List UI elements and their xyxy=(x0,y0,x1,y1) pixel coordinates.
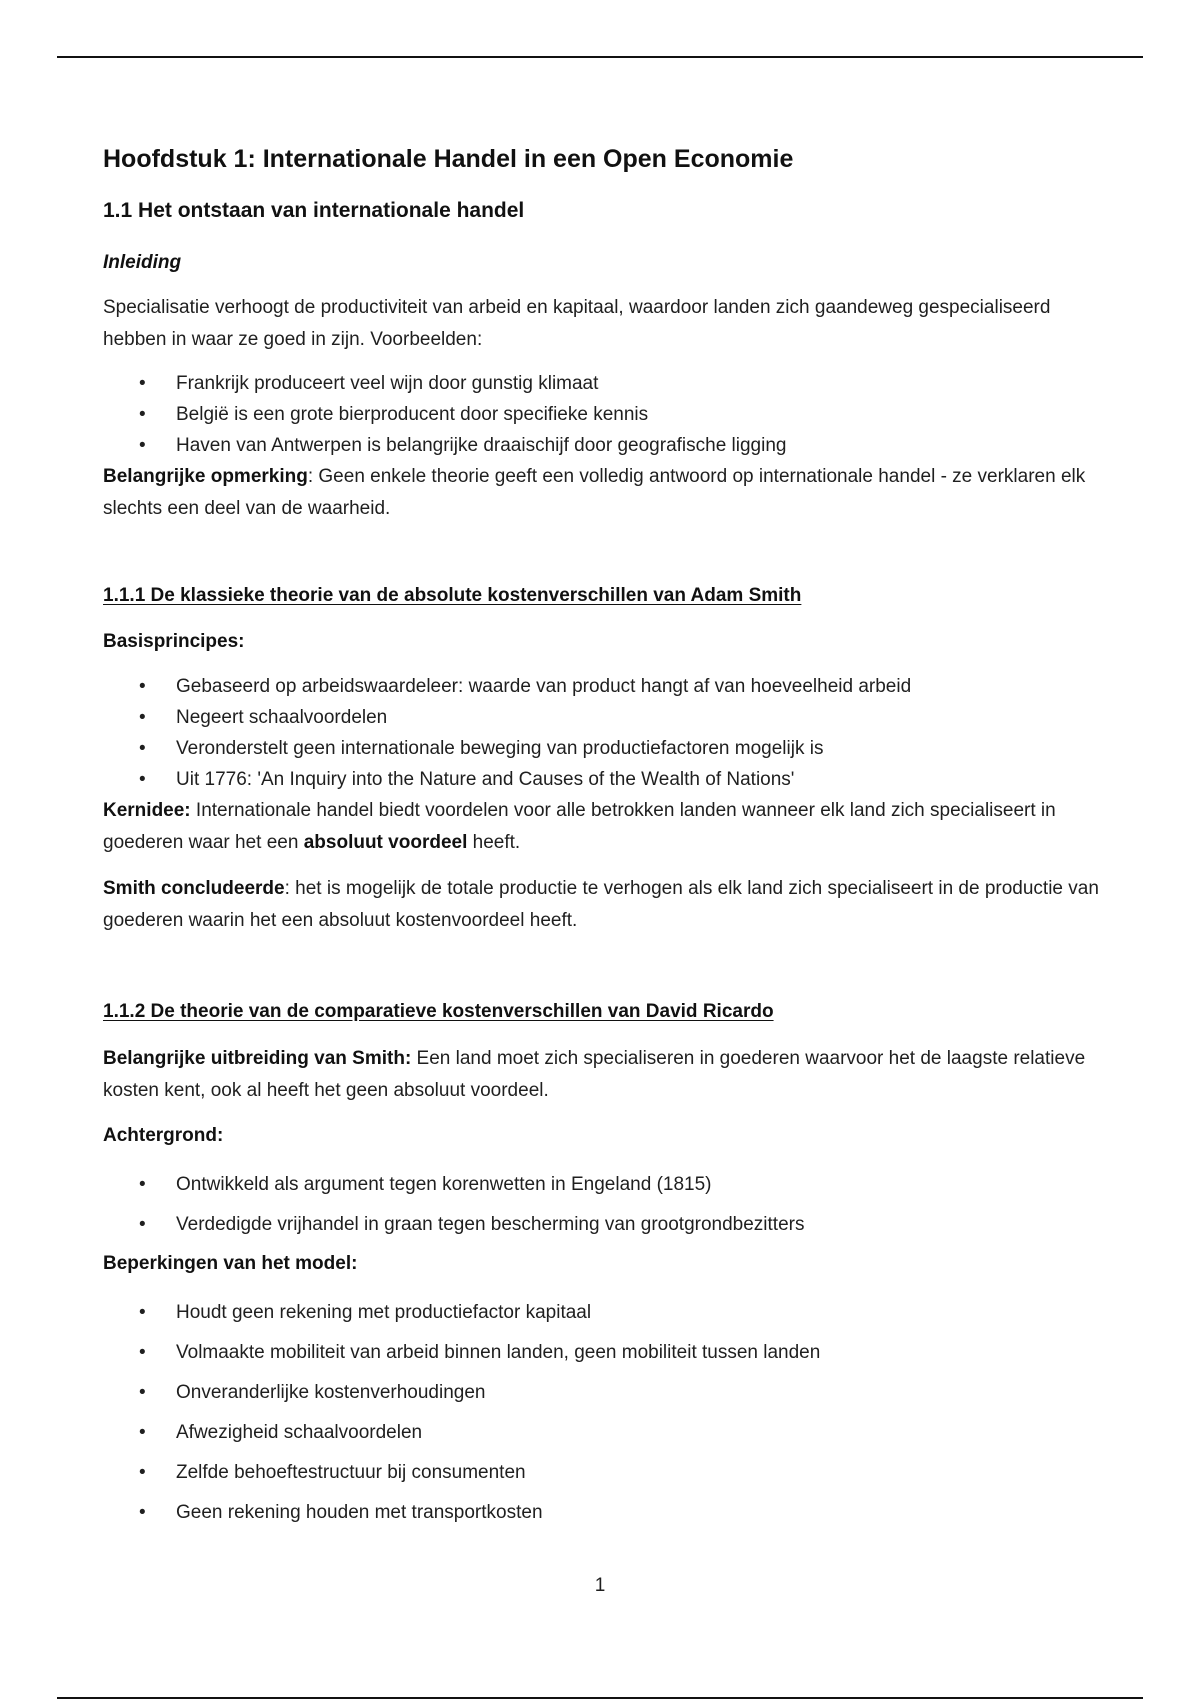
bullet-icon: • xyxy=(139,1174,146,1195)
bullet-icon: • xyxy=(139,1214,146,1235)
conclusion-text: : het is mogelijk de totale productie te verhogen als elk land zich specialiseert in de productie van goederen waarin het een absoluut kostenvoordeel heeft. xyxy=(103,878,1099,931)
list-item xyxy=(103,1413,1103,1453)
document-body xyxy=(103,142,1103,1533)
list-item-text: Gebaseerd op arbeidswaardeleer: waarde van product hangt af van hoeveelheid arbeid xyxy=(176,676,912,697)
examples-list xyxy=(103,368,1103,461)
conclusion-paragraph xyxy=(103,873,1103,937)
limitations-label: Beperkingen van het model: xyxy=(103,1253,358,1274)
extension-paragraph xyxy=(103,1043,1103,1107)
intro-paragraph: Specialisatie verhoogt de productiviteit van arbeid en kapitaal, waardoor landen zich gaandeweg gespecialiseerd hebben in waar ze goed in zijn. Voorbeelden: xyxy=(103,297,1051,350)
bullet-icon: • xyxy=(139,373,146,394)
list-item-text: Afwezigheid schaalvoordelen xyxy=(176,1422,423,1443)
list-item-text: Houdt geen rekening met productiefactor kapitaal xyxy=(176,1302,592,1323)
remark-label: Belangrijke opmerking xyxy=(103,466,308,487)
bullet-icon: • xyxy=(139,676,146,697)
core-idea-label: Kernidee: xyxy=(103,800,191,821)
list-item xyxy=(103,733,1103,764)
list-item xyxy=(103,1205,1103,1245)
list-item-text: Volmaakte mobiliteit van arbeid binnen landen, geen mobiliteit tussen landen xyxy=(176,1342,821,1363)
remark-paragraph xyxy=(103,461,1103,525)
list-item xyxy=(103,1453,1103,1493)
list-item-text: Geen rekening houden met transportkosten xyxy=(176,1502,543,1523)
footer-rule xyxy=(57,1697,1143,1699)
list-item-text: Ontwikkeld als argument tegen korenwetten in Engeland (1815) xyxy=(176,1174,712,1195)
list-item xyxy=(103,764,1103,795)
remark-text: : Geen enkele theorie geeft een volledig antwoord op internationale handel - ze verklaren elk slechts een deel van de waarheid. xyxy=(103,466,1086,519)
core-idea-emphasis: absoluut voordeel xyxy=(303,832,468,853)
bullet-icon: • xyxy=(139,1502,146,1523)
bullet-icon: • xyxy=(139,435,146,456)
list-item-text: Zelfde behoeftestructuur bij consumenten xyxy=(176,1462,526,1483)
list-item xyxy=(103,1293,1103,1333)
core-idea-paragraph xyxy=(103,795,1103,859)
header-rule xyxy=(57,56,1143,58)
list-item-text: België is een grote bierproducent door specifieke kennis xyxy=(176,404,649,425)
bullet-icon: • xyxy=(139,1422,146,1443)
conclusion-label: Smith concludeerde xyxy=(103,878,285,899)
list-item-text: Haven van Antwerpen is belangrijke draaischijf door geografische ligging xyxy=(176,435,787,456)
chapter-title: Hoofdstuk 1: Internationale Handel in een Open Economie xyxy=(103,145,794,173)
list-item xyxy=(103,1165,1103,1205)
list-item-text: Frankrijk produceert veel wijn door gunstig klimaat xyxy=(176,373,599,394)
basics-label: Basisprincipes: xyxy=(103,631,245,652)
list-item xyxy=(103,1373,1103,1413)
section-title: 1.1 Het ontstaan van internationale handel xyxy=(103,199,525,222)
limitations-list xyxy=(103,1293,1103,1533)
bullet-icon: • xyxy=(139,1382,146,1403)
bullet-icon: • xyxy=(139,1302,146,1323)
ricardo-section-title: 1.1.2 De theorie van de comparatieve kostenverschillen van David Ricardo xyxy=(103,1001,774,1022)
bullet-icon: • xyxy=(139,738,146,759)
core-idea-text-end: heeft. xyxy=(467,832,521,853)
intro-label: Inleiding xyxy=(103,252,182,273)
page-number: 1 xyxy=(594,1575,606,1596)
bullet-icon: • xyxy=(139,707,146,728)
list-item xyxy=(103,1493,1103,1533)
basics-list xyxy=(103,671,1103,795)
bullet-icon: • xyxy=(139,404,146,425)
background-label: Achtergrond: xyxy=(103,1125,224,1146)
list-item-text: Uit 1776: 'An Inquiry into the Nature and Causes of the Wealth of Nations' xyxy=(176,769,795,790)
bullet-icon: • xyxy=(139,1462,146,1483)
list-item xyxy=(103,702,1103,733)
list-item xyxy=(103,1333,1103,1373)
list-item xyxy=(103,368,1103,399)
list-item-text: Negeert schaalvoordelen xyxy=(176,707,388,728)
list-item xyxy=(103,430,1103,461)
core-idea-text-start: Internationale handel biedt voordelen voor alle betrokken landen wanneer elk land zich specialiseert in goederen waar het een xyxy=(103,800,1056,853)
list-item xyxy=(103,671,1103,702)
extension-label: Belangrijke uitbreiding van Smith: xyxy=(103,1048,412,1069)
list-item-text: Onveranderlijke kostenverhoudingen xyxy=(176,1382,486,1403)
list-item xyxy=(103,399,1103,430)
smith-section-title: 1.1.1 De klassieke theorie van de absolute kostenverschillen van Adam Smith xyxy=(103,585,802,606)
bullet-icon: • xyxy=(139,769,146,790)
list-item-text: Verdedigde vrijhandel in graan tegen bescherming van grootgrondbezitters xyxy=(176,1214,805,1235)
list-item-text: Veronderstelt geen internationale beweging van productiefactoren mogelijk is xyxy=(176,738,824,759)
background-list xyxy=(103,1165,1103,1245)
extension-text: Een land moet zich specialiseren in goederen waarvoor het de laagste relatieve kosten kent, ook al heeft het geen absoluut voordeel. xyxy=(103,1048,1086,1101)
bullet-icon: • xyxy=(139,1342,146,1363)
